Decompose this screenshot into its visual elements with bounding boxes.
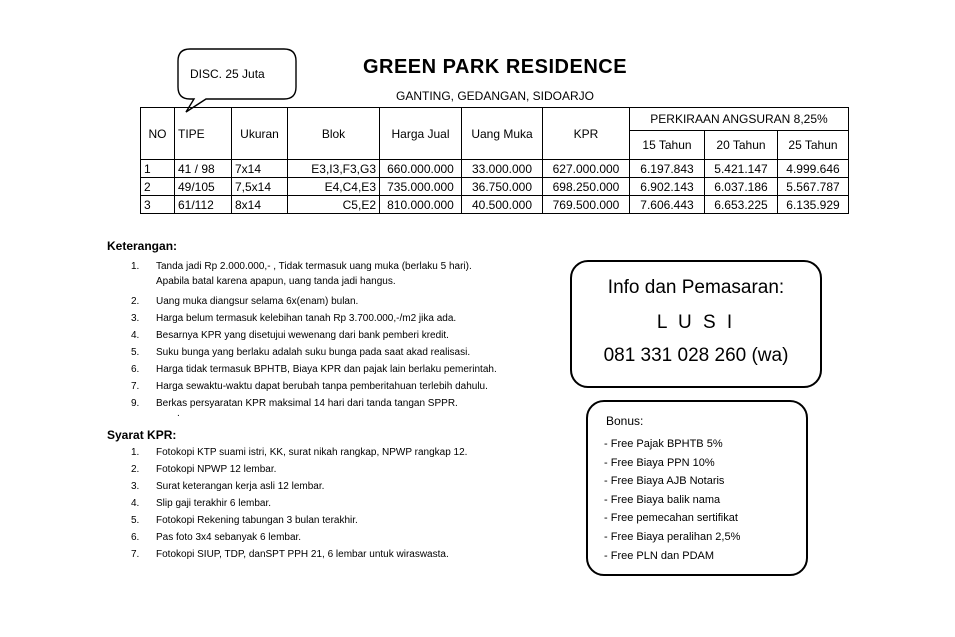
item-number: 2. <box>131 464 140 475</box>
table-cell: 6.197.843 <box>630 160 705 178</box>
syarat-item <box>131 481 561 498</box>
item-number: 9. <box>131 398 140 409</box>
item-number: 3. <box>131 313 140 324</box>
item-number: 3. <box>131 481 140 492</box>
item-number: 2. <box>131 296 140 307</box>
keterangan-item <box>131 261 561 296</box>
marketing-phone: 081 331 028 260 (wa) <box>603 345 789 366</box>
price-table <box>140 107 849 214</box>
table-cell: 6.653.225 <box>705 196 778 214</box>
keterangan-item <box>131 347 561 364</box>
table-cell: 660.000.000 <box>380 160 462 178</box>
table-cell: C5,E2 <box>288 196 380 214</box>
table-row <box>141 178 849 196</box>
table-cell: 627.000.000 <box>543 160 630 178</box>
syarat-item <box>131 447 561 464</box>
bonus-item: - Free Biaya balik nama <box>604 493 721 506</box>
item-number: 1. <box>131 447 140 458</box>
th-15-tahun: 15 Tahun <box>630 131 705 160</box>
item-number: 5. <box>131 347 140 358</box>
th-no: NO <box>141 108 175 160</box>
syarat-title: Syarat KPR: <box>107 428 177 442</box>
discount-callout-text: DISC. 25 Juta <box>190 67 265 81</box>
item-number: 7. <box>131 381 140 392</box>
syarat-item <box>131 549 561 566</box>
item-text: Fotokopi SIUP, TDP, danSPT PPH 21, 6 lembar untuk wiraswasta. <box>156 549 449 560</box>
item-text: Berkas persyaratan KPR maksimal 14 hari dari tanda tangan SPPR. <box>156 398 458 409</box>
item-text: Suku bunga yang berlaku adalah suku bunga pada saat akad realisasi. <box>156 347 471 358</box>
keterangan-item <box>131 330 561 347</box>
th-blok: Blok <box>288 108 380 160</box>
table-cell: 8x14 <box>232 196 288 214</box>
marketing-contact-name: L U S I <box>656 312 736 333</box>
table-cell: 6.902.143 <box>630 178 705 196</box>
table-cell: 3 <box>141 196 175 214</box>
syarat-item <box>131 515 561 532</box>
th-kpr: KPR <box>543 108 630 160</box>
info-label: Info dan Pemasaran: <box>607 277 785 298</box>
item-text: Fotokopi NPWP 12 lembar. <box>156 464 277 475</box>
item-text: Harga belum termasuk kelebihan tanah Rp 3.700.000,-/m2 jika ada. <box>156 313 457 324</box>
table-cell: 735.000.000 <box>380 178 462 196</box>
item-text: Pas foto 3x4 sebanyak 6 lembar. <box>156 532 302 543</box>
th-harga-jual: Harga Jual <box>380 108 462 160</box>
item-text: Fotokopi KTP suami istri, KK, surat nikah rangkap, NPWP rangkap 12. <box>156 447 468 458</box>
syarat-item <box>131 498 561 515</box>
item-text-continued: Apabila batal karena apapun, uang tanda jadi hangus. <box>156 276 396 287</box>
bonus-item: - Free Biaya PPN 10% <box>604 456 715 469</box>
table-cell: 5.421.147 <box>705 160 778 178</box>
bonus-title: Bonus: <box>606 414 644 428</box>
table-cell: 810.000.000 <box>380 196 462 214</box>
bonus-box <box>586 400 808 576</box>
th-angsuran-group: PERKIRAAN ANGSURAN 8,25% <box>630 108 849 131</box>
table-cell: 5.567.787 <box>778 178 849 196</box>
item-text: Besarnya KPR yang disetujui wewenang dari bank pemberi kredit. <box>156 330 449 341</box>
location-subtitle: GANTING, GEDANGAN, SIDOARJO <box>395 89 595 103</box>
table-cell: 36.750.000 <box>462 178 543 196</box>
keterangan-list <box>131 261 561 415</box>
th-25-tahun: 25 Tahun <box>778 131 849 160</box>
table-row <box>141 196 849 214</box>
keterangan-title: Keterangan: <box>107 239 178 253</box>
table-cell: 1 <box>141 160 175 178</box>
keterangan-item <box>131 364 561 381</box>
bonus-item: - Free pemecahan sertifikat <box>604 512 738 525</box>
keterangan-item <box>131 398 561 415</box>
item-text: Fotokopi Rekening tabungan 3 bulan terakhir. <box>156 515 358 526</box>
item-text: Harga tidak termasuk BPHTB, Biaya KPR dan pajak lain berlaku pemerintah. <box>156 364 497 375</box>
item-number: 6. <box>131 532 140 543</box>
item-text: Slip gaji terakhir 6 lembar. <box>156 498 272 509</box>
table-cell: E4,C4,E3 <box>288 178 380 196</box>
item-number: 4. <box>131 330 140 341</box>
syarat-item <box>131 464 561 481</box>
syarat-item <box>131 532 561 549</box>
bonus-item: - Free Pajak BPHTB 5% <box>604 438 723 450</box>
table-row <box>141 160 849 178</box>
table-cell: 61/112 <box>175 196 232 214</box>
th-20-tahun: 20 Tahun <box>705 131 778 160</box>
bonus-item: - Free Biaya peralihan 2,5% <box>604 530 741 543</box>
item-text: Tanda jadi Rp 2.000.000,- , Tidak termasuk uang muka (berlaku 5 hari). <box>156 261 472 272</box>
table-cell: 4.999.646 <box>778 160 849 178</box>
keterangan-item <box>131 381 561 398</box>
page-title: GREEN PARK RESIDENCE <box>362 56 628 78</box>
table-cell: 33.000.000 <box>462 160 543 178</box>
th-tipe: TIPE <box>175 108 232 160</box>
keterangan-item <box>131 313 561 330</box>
table-cell: 7.606.443 <box>630 196 705 214</box>
syarat-list <box>131 447 561 566</box>
item-number: 1. <box>131 261 140 272</box>
bonus-item: - Free Biaya AJB Notaris <box>604 475 725 488</box>
item-text: Harga sewaktu-waktu dapat berubah tanpa pemberitahuan terlebih dahulu. <box>156 381 488 392</box>
table-cell: 2 <box>141 178 175 196</box>
info-box <box>570 260 822 388</box>
item-number: 5. <box>131 515 140 526</box>
keterangan-item <box>131 296 561 313</box>
item-text: Surat keterangan kerja asli 12 lembar. <box>156 481 325 492</box>
bonus-item: - Free PLN dan PDAM <box>604 549 715 562</box>
item-number: 7. <box>131 549 140 560</box>
table-cell: 49/105 <box>175 178 232 196</box>
table-cell: 7,5x14 <box>232 178 288 196</box>
table-cell: 769.500.000 <box>543 196 630 214</box>
table-cell: 7x14 <box>232 160 288 178</box>
bonus-list <box>604 438 740 568</box>
th-uang-muka: Uang Muka <box>462 108 543 160</box>
item-number: 6. <box>131 364 140 375</box>
table-cell: 6.135.929 <box>778 196 849 214</box>
table-cell: 698.250.000 <box>543 178 630 196</box>
th-ukuran: Ukuran <box>232 108 288 160</box>
table-cell: 40.500.000 <box>462 196 543 214</box>
item-number: 4. <box>131 498 140 509</box>
table-cell: E3,I3,F3,G3 <box>288 160 380 178</box>
table-cell: 41 / 98 <box>175 160 232 178</box>
table-cell: 6.037.186 <box>705 178 778 196</box>
stray-dot: . <box>177 408 180 419</box>
item-text: Uang muka diangsur selama 6x(enam) bulan. <box>156 296 359 307</box>
